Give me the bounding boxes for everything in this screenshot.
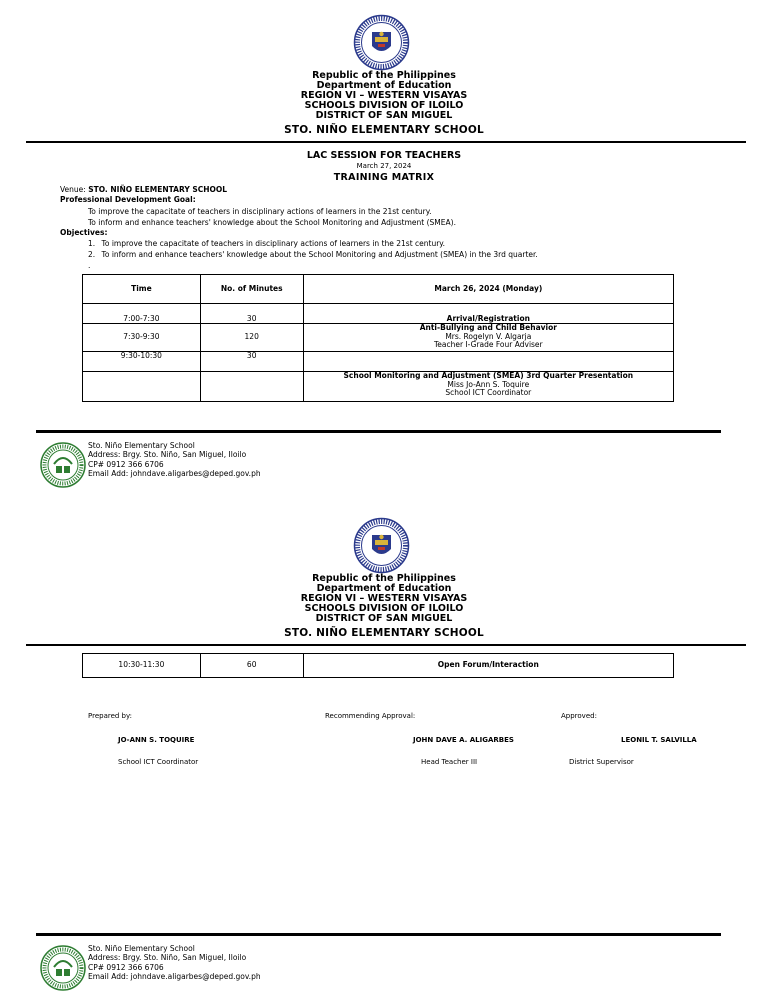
header-division: SCHOOLS DIVISION OF ILOILO [304,100,464,111]
approved-label: Approved: [561,712,597,720]
session-date: March 27, 2024 [356,162,412,170]
footer-divider [36,933,721,936]
approved-role: District Supervisor [569,758,634,766]
header-division: SCHOOLS DIVISION OF ILOILO [304,603,464,614]
goal-item: To inform and enhance teachers' knowledge about the School Monitoring and Adjustment (SMEA). [88,218,456,227]
cell-time: 10:30-11:30 [83,654,201,678]
objective-item [88,239,445,249]
cell-activity-title [303,352,673,372]
header-republic: Republic of the Philippines [312,573,456,584]
school-seal-icon [40,945,86,991]
cell-activity-title: Open Forum/Interaction [303,654,673,678]
session-title: LAC SESSION FOR TEACHERS [306,150,462,161]
objective-number: 1. [88,239,96,248]
training-matrix-table [82,274,674,402]
cell-minutes: 60 [200,654,303,678]
matrix-title: TRAINING MATRIX [333,172,435,183]
school-seal-icon [40,442,86,488]
activity-speaker: Mrs. Rogelyn V. Algarja [445,331,532,341]
header-district: DISTRICT OF SAN MIGUEL [315,110,453,121]
header-divider [26,141,746,143]
header-department: Department of Education [316,80,452,91]
venue-value: STO. NIÑO ELEMENTARY SCHOOL [88,185,228,194]
footer-school: Sto. Niño Elementary School [88,944,195,953]
prepared-name: JO-ANN S. TOQUIRE [118,736,195,744]
table-row [83,372,674,402]
objective-text: To improve the capacitate of teachers in disciplinary actions of learners in the 21st century. [101,239,446,248]
footer-contact [88,441,261,478]
footer-email: Email Add: johndave.aligarbes@deped.gov.ph [88,971,261,981]
objective-number: 2. [88,250,96,259]
header-region: REGION VI – WESTERN VISAYAS [300,593,468,604]
table-row [83,304,674,324]
header-school-name: STO. NIÑO ELEMENTARY SCHOOL [284,124,484,136]
cell-activity [303,372,673,402]
activity-speaker: Miss Jo-Ann S. Toquire [447,379,530,389]
activity-speaker-role: Teacher I-Grade Four Adviser [433,340,543,349]
prepared-role: School ICT Coordinator [118,758,199,766]
header-divider [26,644,746,646]
objective-item [88,250,538,260]
training-matrix-table-continued [82,653,674,678]
table-row [83,352,674,372]
footer-phone: CP# 0912 366 6706 [88,459,164,469]
goals-heading: Professional Development Goal: [60,195,196,204]
activity-title: Anti-Bullying and Child Behavior [419,323,557,332]
objectives-trailing: . [88,261,91,270]
header-republic: Republic of the Philippines [312,70,456,81]
cell-time [83,372,201,402]
table-row [83,654,674,678]
header-department: Department of Education [316,583,452,594]
activity-title: School Monitoring and Adjustment (SMEA) 3rd Quarter Presentation [343,371,634,380]
cell-minutes: 30 [200,352,303,372]
footer-address: Address: Brgy. Sto. Niño, San Miguel, Iloilo [88,953,247,963]
header-school-name: STO. NIÑO ELEMENTARY SCHOOL [284,627,484,639]
cell-minutes: 120 [200,324,303,352]
cell-activity-title: Arrival/Registration [303,304,673,324]
footer-divider [36,430,721,433]
header-district: DISTRICT OF SAN MIGUEL [315,613,453,624]
footer-contact [88,944,261,981]
objectives-heading: Objectives: [60,228,108,237]
cell-time: 7:00-7:30 [83,304,201,324]
approved-name: LEONIL T. SALVILLA [621,736,697,744]
footer-phone: CP# 0912 366 6706 [88,962,164,972]
column-header-time: Time [83,275,201,304]
cell-time: 7:30-9:30 [83,324,201,352]
column-header-date: March 26, 2024 (Monday) [303,275,673,304]
table-header-row [83,275,674,304]
footer-school: Sto. Niño Elementary School [88,441,195,450]
goal-item: To improve the capacitate of teachers in disciplinary actions of learners in the 21st century. [88,207,432,216]
footer-address: Address: Brgy. Sto. Niño, San Miguel, Iloilo [88,450,247,460]
activity-speaker-role: School ICT Coordinator [445,388,532,397]
deped-seal-icon [353,14,410,71]
venue-line [60,185,227,195]
cell-activity [303,324,673,352]
prepared-label: Prepared by: [88,712,132,720]
column-header-minutes: No. of Minutes [200,275,303,304]
recommending-name: JOHN DAVE A. ALIGARBES [413,736,514,744]
venue-label: Venue: [60,185,89,194]
deped-seal-icon [353,517,410,574]
recommending-role: Head Teacher III [421,758,478,766]
header-region: REGION VI – WESTERN VISAYAS [300,90,468,101]
footer-email: Email Add: johndave.aligarbes@deped.gov.ph [88,468,261,478]
recommending-label: Recommending Approval: [325,712,416,720]
table-row [83,324,674,352]
objective-text: To inform and enhance teachers' knowledge about the School Monitoring and Adjustment (SMEA) in the 3rd quarter. [101,250,538,259]
cell-minutes [200,372,303,402]
cell-time: 9:30-10:30 [83,352,201,372]
cell-minutes: 30 [200,304,303,324]
